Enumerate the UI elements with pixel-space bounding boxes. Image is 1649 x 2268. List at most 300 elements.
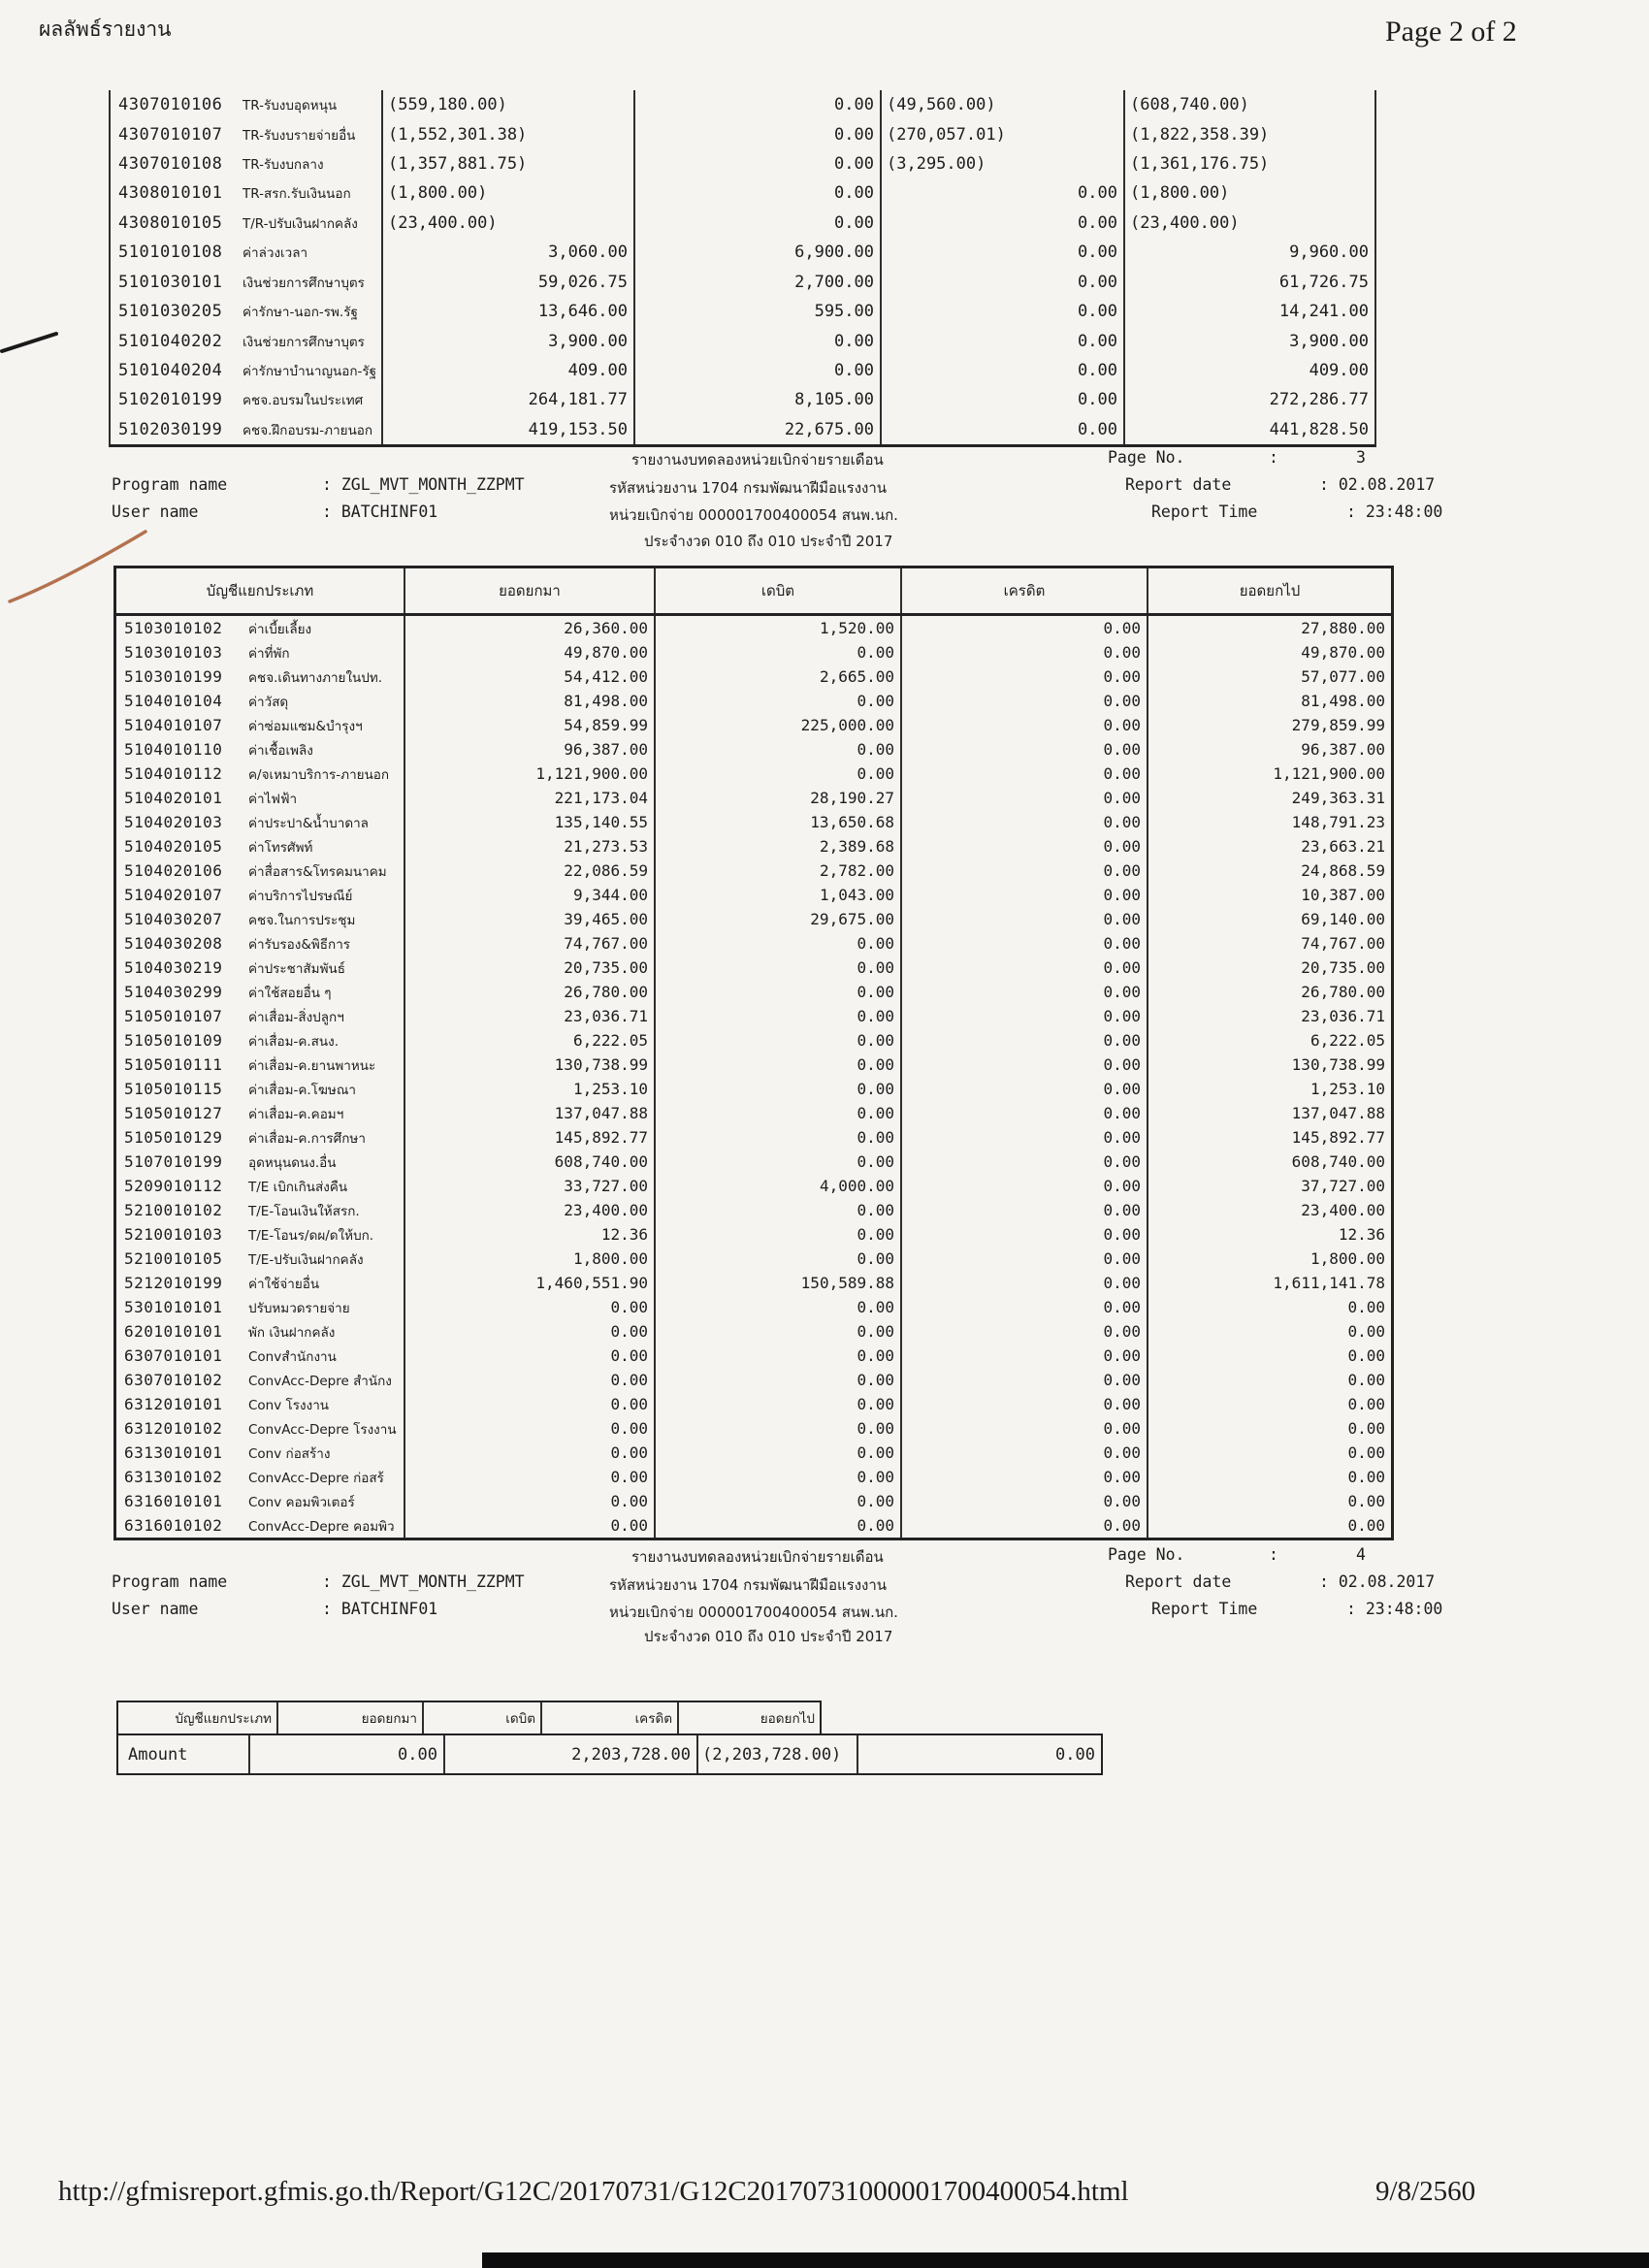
credit-amount: 0.00 — [882, 209, 1125, 238]
credit-amount: 0.00 — [902, 1174, 1148, 1198]
report-time-label: Report Time — [1151, 1600, 1258, 1618]
table-row — [111, 385, 1374, 414]
account-cell — [116, 1489, 405, 1513]
debit-amount: 0.00 — [656, 761, 902, 786]
credit-amount: 0.00 — [902, 1004, 1148, 1028]
table-row — [116, 834, 1391, 859]
balance-carried-forward: 12.36 — [1338, 1225, 1385, 1244]
account-code: 5210010103 — [124, 1225, 223, 1244]
credit-amount: 0.00 — [902, 956, 1148, 980]
account-cell — [116, 1344, 405, 1368]
table-row — [116, 761, 1391, 786]
page-no-colon: : — [1269, 448, 1278, 467]
account-name: TR-รับงบรายจ่ายอื่น — [242, 127, 356, 144]
balance-carried-forward: 37,727.00 — [1301, 1177, 1385, 1195]
account-cell — [116, 689, 405, 713]
debit-amount: 0.00 — [656, 1222, 902, 1247]
balance-brought-forward: 12.36 — [405, 1222, 656, 1247]
user-name-value: : BATCHINF01 — [322, 502, 438, 521]
table-row — [116, 883, 1391, 907]
balance-carried-forward: 96,387.00 — [1301, 740, 1385, 759]
account-name: T/E-โอนเงินให้สรก. — [248, 1203, 360, 1219]
account-code: 5104020106 — [124, 861, 223, 880]
debit-amount: 0.00 — [635, 90, 882, 119]
debit-amount: 0.00 — [656, 1344, 902, 1368]
debit-amount: 0.00 — [656, 737, 902, 761]
account-name: ค่าเสื่อม-ค.การศึกษา — [248, 1130, 366, 1147]
page-number: Page 2 of 2 — [1385, 16, 1517, 48]
account-code: 5104030219 — [124, 958, 223, 977]
table-row — [116, 737, 1391, 761]
balance-brought-forward: 608,740.00 — [405, 1150, 656, 1174]
account-cell — [116, 1077, 405, 1101]
table-row — [116, 1319, 1391, 1344]
balance-carried-forward: 26,780.00 — [1301, 983, 1385, 1001]
account-code: 5104030208 — [124, 934, 223, 953]
balance-carried-forward: 0.00 — [1347, 1516, 1385, 1535]
credit-amount: 0.00 — [902, 859, 1148, 883]
account-code: 5105010107 — [124, 1007, 223, 1025]
program-name-label: Program name — [112, 1572, 228, 1591]
balance-brought-forward: 1,121,900.00 — [405, 761, 656, 786]
credit-amount: 0.00 — [902, 1295, 1148, 1319]
agency-line: รหัสหน่วยงาน 1704 กรมพัฒนาฝีมือแรงงาน — [609, 1576, 888, 1594]
credit-amount: 0.00 — [902, 1368, 1148, 1392]
account-name: ค่าโทรศัพท์ — [248, 839, 313, 856]
balance-carried-forward: 74,767.00 — [1301, 934, 1385, 953]
balance-brought-forward: 0.00 — [405, 1489, 656, 1513]
account-code: 5212010199 — [124, 1274, 223, 1292]
account-cell — [116, 810, 405, 834]
account-cell — [116, 1513, 405, 1538]
balance-carried-forward: 0.00 — [1347, 1298, 1385, 1316]
credit-amount: 0.00 — [902, 834, 1148, 859]
account-code: 6313010102 — [124, 1468, 223, 1486]
report-date-label: Report date — [1125, 1572, 1232, 1591]
balance-carried-forward: 1,121,900.00 — [1273, 764, 1385, 783]
account-code: 5102030199 — [118, 419, 223, 439]
balance-brought-forward: 3,900.00 — [383, 326, 635, 355]
credit-amount: (49,560.00) — [882, 90, 1125, 119]
balance-carried-forward: 49,870.00 — [1301, 643, 1385, 662]
report-time-label: Report Time — [1151, 502, 1258, 521]
balance-brought-forward: 0.00 — [405, 1465, 656, 1489]
credit-amount: 0.00 — [902, 1198, 1148, 1222]
user-name-value: : BATCHINF01 — [322, 1600, 438, 1618]
balance-brought-forward: 26,360.00 — [405, 616, 656, 640]
account-name: ConvAcc-Depre ก่อสร้ — [248, 1470, 384, 1486]
balance-brought-forward: 0.00 — [405, 1344, 656, 1368]
summary-amount-row — [116, 1733, 1103, 1775]
table-row — [111, 90, 1374, 119]
account-code: 5209010112 — [124, 1177, 223, 1195]
balance-brought-forward: 145,892.77 — [405, 1125, 656, 1150]
balance-carried-forward: (1,822,358.39) — [1130, 124, 1270, 145]
report-title: รายงานงบทดลองหน่วยเบิกจ่ายรายเดือน — [631, 451, 884, 469]
account-code: 5105010111 — [124, 1055, 223, 1074]
credit-amount: 0.00 — [902, 931, 1148, 956]
balance-brought-forward: 33,727.00 — [405, 1174, 656, 1198]
table-row — [116, 956, 1391, 980]
balance-brought-forward: 264,181.77 — [383, 385, 635, 414]
balance-carried-forward: 23,400.00 — [1301, 1201, 1385, 1219]
account-cell — [116, 1150, 405, 1174]
debit-amount: 0.00 — [656, 1416, 902, 1441]
summary-column-header: เครดิต — [542, 1702, 679, 1733]
balance-carried-forward: 69,140.00 — [1301, 910, 1385, 928]
balance-brought-forward: 81,498.00 — [405, 689, 656, 713]
report-title: รายงานงบทดลองหน่วยเบิกจ่ายรายเดือน — [631, 1548, 884, 1566]
summary-column-header: ยอดยกมา — [278, 1702, 424, 1733]
program-name-label: Program name — [112, 475, 228, 494]
balance-brought-forward: 1,253.10 — [405, 1077, 656, 1101]
page-no-label: Page No. — [1108, 1545, 1185, 1564]
table-row — [116, 689, 1391, 713]
debit-amount: 4,000.00 — [656, 1174, 902, 1198]
table-row — [116, 1441, 1391, 1465]
table-row — [116, 1125, 1391, 1150]
trial-balance-table — [113, 566, 1394, 1540]
table-row — [111, 415, 1374, 444]
column-header: เดบิต — [656, 568, 902, 613]
balance-brought-forward: 130,738.99 — [405, 1053, 656, 1077]
program-name-value: : ZGL_MVT_MONTH_ZZPMT — [322, 1572, 525, 1591]
credit-amount: 0.00 — [902, 640, 1148, 664]
period-line: ประจำงวด 010 ถึง 010 ประจำปี 2017 — [644, 1628, 893, 1645]
table-row — [111, 178, 1374, 208]
account-code: 5101030101 — [118, 272, 223, 292]
table-body — [116, 616, 1391, 1538]
account-cell — [111, 268, 383, 297]
balance-carried-forward: 148,791.23 — [1291, 813, 1385, 831]
balance-carried-forward: 130,738.99 — [1291, 1055, 1385, 1074]
balance-carried-forward: 27,880.00 — [1301, 619, 1385, 637]
debit-amount: 29,675.00 — [656, 907, 902, 931]
account-name: TR-รับงบอุดหนุน — [242, 98, 338, 114]
balance-brought-forward: 23,036.71 — [405, 1004, 656, 1028]
balance-carried-forward: 23,036.71 — [1301, 1007, 1385, 1025]
balance-brought-forward: 74,767.00 — [405, 931, 656, 956]
account-cell — [111, 385, 383, 414]
balance-carried-forward: 14,241.00 — [1278, 302, 1369, 322]
credit-amount: 0.00 — [902, 1392, 1148, 1416]
credit-amount: 0.00 — [902, 1441, 1148, 1465]
balance-brought-forward: 39,465.00 — [405, 907, 656, 931]
account-name: ปรับหมวดรายจ่าย — [248, 1300, 350, 1316]
balance-brought-forward: 0.00 — [250, 1735, 445, 1773]
account-cell — [111, 297, 383, 326]
balance-carried-forward: 23,663.21 — [1301, 837, 1385, 856]
debit-amount: 1,520.00 — [656, 616, 902, 640]
account-code: 5105010127 — [124, 1104, 223, 1122]
balance-brought-forward: 135,140.55 — [405, 810, 656, 834]
balance-brought-forward: (1,357,881.75) — [383, 149, 635, 178]
table-row — [111, 326, 1374, 355]
account-code: 5104020103 — [124, 813, 223, 831]
balance-brought-forward: 21,273.53 — [405, 834, 656, 859]
source-url: http://gfmisreport.gfmis.go.th/Report/G12C/20170731/G12C20170731000001700400054.html — [58, 2176, 1129, 2207]
table-row — [116, 1004, 1391, 1028]
account-name: อุดหนุนดนง.อื่น — [248, 1154, 337, 1171]
balance-brought-forward: (1,800.00) — [383, 178, 635, 208]
account-cell — [116, 859, 405, 883]
balance-brought-forward: 0.00 — [405, 1368, 656, 1392]
table-row — [116, 1174, 1391, 1198]
table-row — [116, 859, 1391, 883]
debit-amount: 0.00 — [656, 1247, 902, 1271]
account-name: ค่ารับรอง&พิธีการ — [248, 936, 351, 953]
account-cell — [116, 1416, 405, 1441]
balance-carried-forward: (23,400.00) — [1130, 212, 1240, 233]
account-code: 5301010101 — [124, 1298, 223, 1316]
account-cell — [111, 238, 383, 267]
account-name: ค/จเหมาบริการ-ภายนอก — [248, 766, 390, 783]
scan-edge-bar — [482, 2252, 1649, 2268]
account-code: 5105010115 — [124, 1080, 223, 1098]
table-row — [111, 209, 1374, 238]
table-row — [116, 1271, 1391, 1295]
balance-carried-forward: 24,868.59 — [1301, 861, 1385, 880]
account-name: ค่าเสื่อม-ค.คอมฯ — [248, 1106, 344, 1122]
account-code: 6312010102 — [124, 1419, 223, 1438]
credit-amount: 0.00 — [902, 1150, 1148, 1174]
account-cell — [111, 209, 383, 238]
account-name: ค่าวัสดุ — [248, 694, 289, 710]
account-cell — [116, 761, 405, 786]
credit-amount: 0.00 — [902, 1125, 1148, 1150]
account-code: 4307010108 — [118, 154, 223, 175]
table-row — [116, 1344, 1391, 1368]
table-row — [116, 713, 1391, 737]
debit-amount: 0.00 — [656, 1513, 902, 1538]
account-name: ConvAcc-Depre คอมพิว — [248, 1518, 395, 1535]
balance-carried-forward: 1,611,141.78 — [1273, 1274, 1385, 1292]
debit-amount: 150,589.88 — [656, 1271, 902, 1295]
debit-amount: 2,389.68 — [656, 834, 902, 859]
debit-amount: 0.00 — [656, 980, 902, 1004]
balance-carried-forward: 0.00 — [1347, 1322, 1385, 1341]
credit-amount: 0.00 — [902, 664, 1148, 689]
credit-amount: 0.00 — [882, 178, 1125, 208]
table-row — [116, 1465, 1391, 1489]
credit-amount: 0.00 — [902, 1222, 1148, 1247]
debit-amount: 0.00 — [635, 209, 882, 238]
table-row — [116, 1489, 1391, 1513]
account-name: ค่าบริการไปรษณีย์ — [248, 888, 353, 904]
account-cell — [116, 1368, 405, 1392]
table-row — [111, 238, 1374, 267]
credit-amount: 0.00 — [902, 713, 1148, 737]
table-row — [116, 1150, 1391, 1174]
debit-amount: 0.00 — [656, 1392, 902, 1416]
debit-amount: 0.00 — [656, 1150, 902, 1174]
table-row — [116, 810, 1391, 834]
table-row — [116, 1077, 1391, 1101]
table-row — [116, 1198, 1391, 1222]
balance-carried-forward: 137,047.88 — [1291, 1104, 1385, 1122]
account-name: Convสำนักงาน — [248, 1348, 337, 1365]
table-row — [116, 1295, 1391, 1319]
account-cell — [111, 119, 383, 148]
debit-amount: 0.00 — [656, 1028, 902, 1053]
account-name: ค่าซ่อมแซม&บำรุงฯ — [248, 718, 363, 734]
account-cell — [116, 1295, 405, 1319]
report-time-value: : 23:48:00 — [1346, 502, 1443, 521]
credit-amount: 0.00 — [902, 1465, 1148, 1489]
debit-amount: 0.00 — [656, 1101, 902, 1125]
account-code: 5104030299 — [124, 983, 223, 1001]
account-name: ค่าเชื้อเพลิง — [248, 742, 313, 759]
balance-carried-forward: 145,892.77 — [1291, 1128, 1385, 1147]
debit-amount: 22,675.00 — [635, 415, 882, 444]
balance-brought-forward: 0.00 — [405, 1513, 656, 1538]
account-code: 5104010107 — [124, 716, 223, 734]
user-name-label: User name — [112, 502, 199, 521]
balance-carried-forward: 10,387.00 — [1301, 886, 1385, 904]
balance-carried-forward: 57,077.00 — [1301, 667, 1385, 686]
account-name: ค่าใช้จ่ายอื่น — [248, 1276, 320, 1292]
summary-column-header: ยอดยกไป — [760, 1711, 815, 1727]
credit-amount: 0.00 — [902, 737, 1148, 761]
credit-amount: 0.00 — [902, 907, 1148, 931]
account-name: เงินช่วยการศึกษาบุตร — [242, 275, 365, 291]
account-name: Conv ก่อสร้าง — [248, 1445, 331, 1462]
account-cell — [116, 1101, 405, 1125]
balance-brought-forward: 23,400.00 — [405, 1198, 656, 1222]
credit-amount: 0.00 — [902, 1319, 1148, 1344]
account-cell — [116, 713, 405, 737]
account-cell — [116, 1441, 405, 1465]
balance-carried-forward: 0.00 — [1347, 1468, 1385, 1486]
debit-amount: 0.00 — [656, 1489, 902, 1513]
account-code: 5210010105 — [124, 1249, 223, 1268]
account-code: 6307010101 — [124, 1346, 223, 1365]
table-row — [111, 149, 1374, 178]
balance-carried-forward: 0.00 — [1347, 1346, 1385, 1365]
account-code: 6316010101 — [124, 1492, 223, 1510]
balance-brought-forward: 96,387.00 — [405, 737, 656, 761]
page-no-colon: : — [1269, 1545, 1278, 1564]
period-line: ประจำงวด 010 ถึง 010 ประจำปี 2017 — [644, 533, 893, 550]
credit-amount: 0.00 — [882, 268, 1125, 297]
table-row — [116, 980, 1391, 1004]
report-time-value: : 23:48:00 — [1346, 1600, 1443, 1618]
summary-column-header: บัญชีแยกประเภท — [118, 1702, 278, 1733]
credit-amount: 0.00 — [902, 1344, 1148, 1368]
page-title: ผลลัพธ์รายงาน — [39, 17, 172, 41]
account-cell — [116, 1004, 405, 1028]
table-row — [116, 1101, 1391, 1125]
credit-amount: 0.00 — [882, 238, 1125, 267]
column-header: ยอดยกมา — [405, 568, 656, 613]
balance-brought-forward: (1,552,301.38) — [383, 119, 635, 148]
debit-amount: 0.00 — [656, 689, 902, 713]
table-row — [116, 1392, 1391, 1416]
credit-amount: 0.00 — [902, 810, 1148, 834]
debit-amount: 0.00 — [656, 1053, 902, 1077]
account-cell — [116, 664, 405, 689]
table-row — [116, 786, 1391, 810]
account-name: ค่าเสื่อม-ค.โฆษณา — [248, 1082, 356, 1098]
balance-brought-forward: (559,180.00) — [383, 90, 635, 119]
balance-brought-forward: 0.00 — [405, 1441, 656, 1465]
account-code: 6316010102 — [124, 1516, 223, 1535]
debit-amount: 28,190.27 — [656, 786, 902, 810]
debit-amount: 0.00 — [656, 1368, 902, 1392]
balance-carried-forward: 1,800.00 — [1310, 1249, 1385, 1268]
balance-brought-forward: 1,460,551.90 — [405, 1271, 656, 1295]
table-row — [111, 297, 1374, 326]
account-code: 4308010105 — [118, 212, 223, 233]
account-cell — [116, 1222, 405, 1247]
balance-brought-forward: 26,780.00 — [405, 980, 656, 1004]
credit-amount: 0.00 — [902, 883, 1148, 907]
program-name-value: : ZGL_MVT_MONTH_ZZPMT — [322, 475, 525, 494]
trial-balance-table-continued — [109, 90, 1376, 447]
summary-column-header: เดบิต — [424, 1702, 542, 1733]
balance-brought-forward: 54,859.99 — [405, 713, 656, 737]
account-cell — [116, 1319, 405, 1344]
balance-brought-forward: 137,047.88 — [405, 1101, 656, 1125]
balance-brought-forward: 59,026.75 — [383, 268, 635, 297]
balance-brought-forward: 3,060.00 — [383, 238, 635, 267]
credit-amount: 0.00 — [902, 1053, 1148, 1077]
balance-carried-forward: 1,253.10 — [1310, 1080, 1385, 1098]
debit-amount: 8,105.00 — [635, 385, 882, 414]
account-code: 4308010101 — [118, 183, 223, 204]
balance-carried-forward: 249,363.31 — [1291, 789, 1385, 807]
summary-table-header-row — [116, 1701, 822, 1735]
report-date-value: : 02.08.2017 — [1319, 475, 1436, 494]
table-row — [116, 1368, 1391, 1392]
account-name: ค่าใช้สอยอื่น ๆ — [248, 985, 332, 1001]
account-code: 5103010102 — [124, 619, 223, 637]
account-name: ค่าประชาสัมพันธ์ — [248, 960, 345, 977]
credit-amount: (3,295.00) — [882, 149, 1125, 178]
balance-brought-forward: 1,800.00 — [405, 1247, 656, 1271]
debit-amount: 0.00 — [635, 119, 882, 148]
page-no-label: Page No. — [1108, 448, 1185, 467]
credit-amount: (270,057.01) — [882, 119, 1125, 148]
account-cell — [111, 415, 383, 444]
credit-amount: 0.00 — [902, 1101, 1148, 1125]
account-code: 6312010101 — [124, 1395, 223, 1413]
balance-carried-forward: 61,726.75 — [1278, 272, 1369, 292]
scan-smudge-mark — [2, 334, 56, 351]
credit-amount: 0.00 — [902, 980, 1148, 1004]
balance-brought-forward: 419,153.50 — [383, 415, 635, 444]
balance-carried-forward: 9,960.00 — [1289, 243, 1369, 263]
account-code: 5101030205 — [118, 302, 223, 322]
account-cell — [111, 356, 383, 385]
account-code: 5104030207 — [124, 910, 223, 928]
column-header: บัญชีแยกประเภท — [116, 568, 405, 613]
account-cell — [116, 1198, 405, 1222]
account-cell — [116, 907, 405, 931]
debit-amount: 0.00 — [635, 178, 882, 208]
column-header: เครดิต — [902, 568, 1148, 613]
debit-amount: 0.00 — [656, 956, 902, 980]
credit-amount: 0.00 — [902, 1247, 1148, 1271]
account-cell — [116, 883, 405, 907]
account-cell — [111, 149, 383, 178]
balance-brought-forward: 221,173.04 — [405, 786, 656, 810]
debit-amount: 2,665.00 — [656, 664, 902, 689]
balance-brought-forward: 0.00 — [405, 1416, 656, 1441]
account-cell — [116, 1247, 405, 1271]
credit-amount: 0.00 — [882, 385, 1125, 414]
report-date-value: : 02.08.2017 — [1319, 1572, 1436, 1591]
